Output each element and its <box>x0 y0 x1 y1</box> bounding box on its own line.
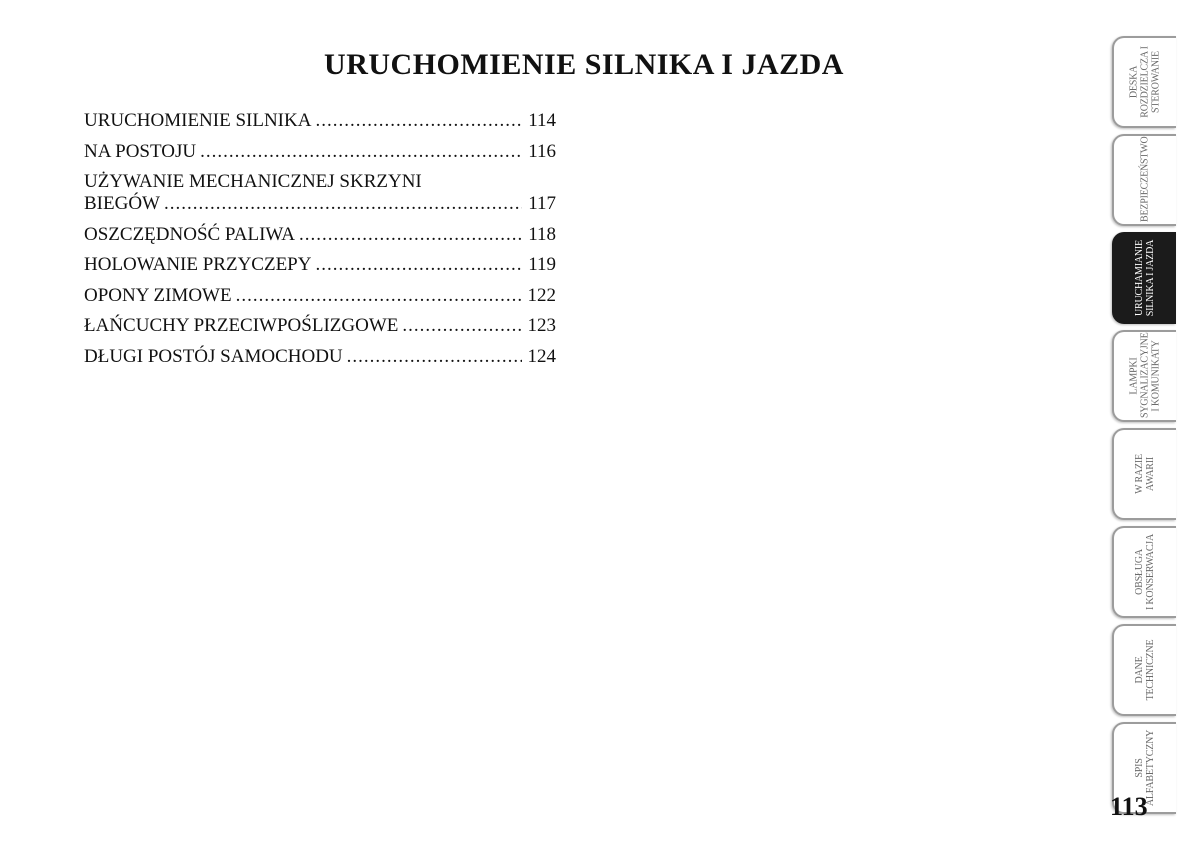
chapter-tab-technical-data[interactable] <box>1112 624 1176 716</box>
chapter-tab-label: URUCHAMIANIE SILNIKA I JAZDA <box>1134 239 1156 317</box>
toc-entry-snow-chains[interactable] <box>84 315 556 337</box>
toc-entry-title: OPONY ZIMOWE <box>84 284 232 306</box>
page-title: URUCHOMIENIE SILNIKA I JAZDA <box>324 48 844 82</box>
chapter-tab-label: DANE TECHNICZNE <box>1134 639 1156 701</box>
toc-entry-page: 123 <box>527 315 556 336</box>
toc-entry-long-inactivity[interactable] <box>84 346 556 368</box>
toc-leader-dots <box>347 346 522 368</box>
toc-entry-title-line1: UŻYWANIE MECHANICZNEJ SKRZYNI <box>84 171 422 192</box>
table-of-contents <box>84 110 556 376</box>
toc-entry-page: 114 <box>528 110 556 131</box>
toc-entry-title: ŁAŃCUCHY PRZECIWPOŚLIZGOWE <box>84 315 399 336</box>
toc-leader-dots <box>402 315 522 337</box>
chapter-tab-label: LAMPKI SYGNALIZACYJNE I KOMUNIKATY <box>1128 332 1162 418</box>
chapter-tab-label: SPIS ALFABETYCZNY <box>1134 729 1156 807</box>
toc-leader-dots <box>200 141 522 163</box>
toc-entry-winter-tyres[interactable] <box>84 285 556 307</box>
toc-entry-title: DŁUGI POSTÓJ SAMOCHODU <box>84 345 343 367</box>
chapter-tab-starting-driving[interactable] <box>1112 232 1176 324</box>
chapter-tabs <box>1112 36 1198 820</box>
chapter-tab-warning-lights[interactable] <box>1112 330 1176 422</box>
chapter-tab-maintenance[interactable] <box>1112 526 1176 618</box>
toc-entry-title: OSZCZĘDNOŚĆ PALIWA <box>84 223 295 245</box>
chapter-tab-label: W RAZIE AWARII <box>1134 454 1156 494</box>
chapter-tab-label: BEZPIECZEŃSTWO <box>1139 136 1151 222</box>
toc-entry-title: HOLOWANIE PRZYCZEPY <box>84 254 312 275</box>
toc-leader-dots <box>315 254 522 276</box>
toc-entry-title: URUCHOMIENIE SILNIKA <box>84 110 312 131</box>
toc-entry-page: 124 <box>527 345 556 367</box>
chapter-tab-dashboard[interactable] <box>1112 36 1176 128</box>
chapter-tab-label: OBSŁUGA I KONSERWACJA <box>1134 533 1156 611</box>
toc-entry-parking[interactable] <box>84 141 556 163</box>
toc-entry-page: 116 <box>528 140 556 162</box>
toc-leader-dots <box>299 224 522 246</box>
toc-entry-page: 118 <box>528 223 556 245</box>
toc-entry-title: NA POSTOJU <box>84 140 197 162</box>
toc-leader-dots <box>164 193 522 215</box>
chapter-tab-label: DESKA ROZDZIELCZA I STEROWANIE <box>1128 46 1162 118</box>
toc-leader-dots <box>315 110 522 132</box>
toc-entry-manual-gearbox[interactable] <box>84 171 556 215</box>
toc-entry-trailer-towing[interactable] <box>84 254 556 276</box>
chapter-tab-emergency[interactable] <box>1112 428 1176 520</box>
page-number: 113 <box>1110 792 1148 821</box>
toc-leader-dots <box>236 285 522 307</box>
toc-entry-title: BIEGÓW <box>84 193 160 214</box>
chapter-tab-safety[interactable] <box>1112 134 1176 226</box>
toc-entry-page: 119 <box>528 254 556 275</box>
toc-entry-fuel-saving[interactable] <box>84 224 556 246</box>
toc-entry-page: 117 <box>528 193 556 214</box>
toc-entry-page: 122 <box>527 284 556 306</box>
toc-entry-engine-start[interactable] <box>84 110 556 132</box>
